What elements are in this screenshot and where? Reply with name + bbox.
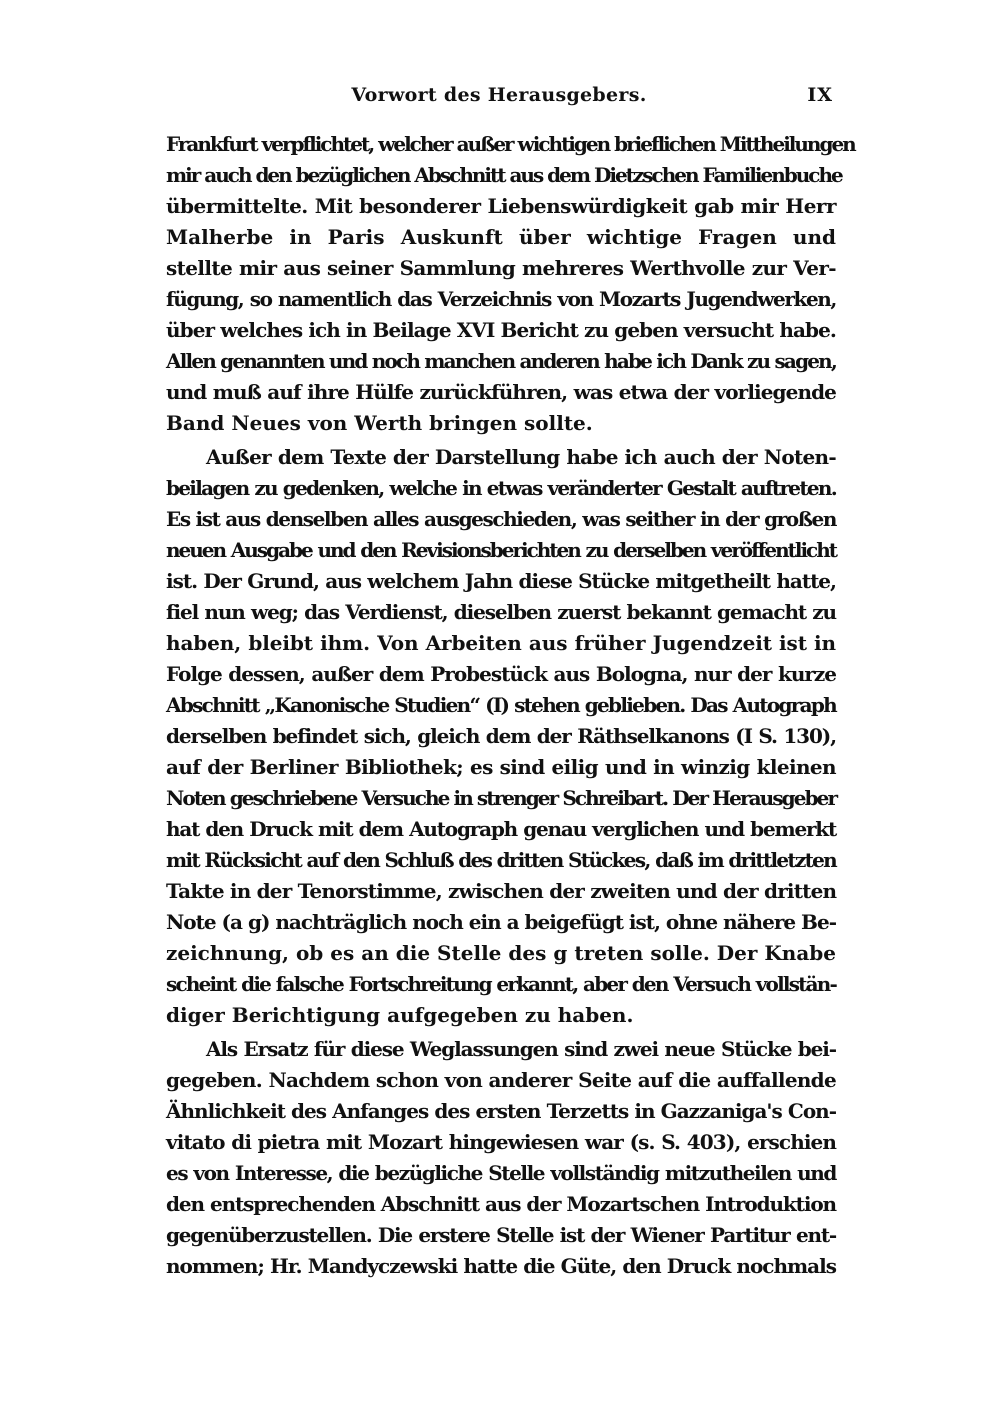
- text-line: stellte mir aus seiner Sammlung mehreres Werthvolle zur Ver-: [166, 256, 836, 280]
- text-line: Malherbe in Paris Auskunft über wichtige Fragen und: [166, 225, 836, 249]
- paragraph-2: [166, 442, 836, 1031]
- text-line: fiel nun weg; das Verdienst, dieselben zuerst bekannt gemacht zu: [166, 600, 836, 624]
- text-line: Takte in der Tenorstimme, zwischen der zweiten und der dritten: [166, 879, 837, 903]
- text-line: Frankfurt verpflichtet, welcher außer wichtigen brieflichen Mittheilungen: [166, 132, 855, 156]
- text-line: Es ist aus denselben alles ausgeschieden, was seither in der großen: [166, 507, 836, 531]
- text-line: Ähnlichkeit des Anfanges des ersten Terzetts in Gazzaniga's Con-: [166, 1099, 836, 1123]
- text-line: hat den Druck mit dem Autograph genau verglichen und bemerkt: [166, 817, 836, 841]
- text-line: beilagen zu gedenken, welche in etwas veränderter Gestalt auftreten.: [166, 476, 836, 500]
- text-line: es von Interesse, die bezügliche Stelle vollständig mitzutheilen und: [166, 1161, 836, 1185]
- text-line: Note (a g) nachträglich noch ein a beigefügt ist, ohne nähere Be-: [166, 910, 836, 934]
- text-line: mit Rücksicht auf den Schluß des dritten Stückes, daß im drittletzten: [166, 848, 836, 872]
- text-line: nommen; Hr. Mandyczewski hatte die Güte, den Druck nochmals: [166, 1254, 836, 1278]
- text-line: derselben befindet sich, gleich dem der Räthselkanons (I S. 130),: [166, 724, 836, 748]
- text-line: und muß auf ihre Hülfe zurückführen, was etwa der vorliegende: [166, 380, 836, 404]
- text-line: neuen Ausgabe und den Revisionsberichten zu derselben veröffentlicht: [166, 538, 836, 562]
- text-line: Band Neues von Werth bringen sollte.: [166, 411, 593, 435]
- text-line: Folge dessen, außer dem Probestück aus Bologna, nur der kurze: [166, 662, 836, 686]
- text-line: Noten geschriebene Versuche in strenger Schreibart. Der Herausgeber: [166, 786, 837, 810]
- text-line: gegenüberzustellen. Die erstere Stelle ist der Wiener Partitur ent-: [166, 1223, 836, 1247]
- paragraph-1: [166, 129, 855, 439]
- running-title: Vorwort des Herausgebers.: [351, 84, 647, 106]
- text-line: vitato di pietra mit Mozart hingewiesen war (s. S. 403), erschien: [166, 1130, 836, 1154]
- text-line: scheint die falsche Fortschreitung erkannt, aber den Versuch vollstän-: [166, 972, 836, 996]
- page-number: IX: [807, 84, 833, 106]
- text-line: diger Berichtigung aufgegeben zu haben.: [166, 1003, 634, 1027]
- text-line: über welches ich in Beilage XVI Bericht zu geben versucht habe.: [166, 318, 836, 342]
- text-line: Außer dem Texte der Darstellung habe ich auch der Noten-: [206, 445, 836, 469]
- text-line: den entsprechenden Abschnitt aus der Mozartschen Introduktion: [166, 1192, 836, 1216]
- text-line: fügung, so namentlich das Verzeichnis von Mozarts Jugendwerken,: [166, 287, 836, 311]
- paragraph-3: [166, 1034, 836, 1282]
- text-line: mir auch den bezüglichen Abschnitt aus dem Dietzschen Familienbuche: [166, 163, 842, 187]
- text-line: übermittelte. Mit besonderer Liebenswürdigkeit gab mir Herr: [166, 194, 836, 218]
- text-line: haben, bleibt ihm. Von Arbeiten aus früher Jugendzeit ist in: [166, 631, 836, 655]
- text-line: zeichnung, ob es an die Stelle des g treten solle. Der Knabe: [166, 941, 836, 965]
- body-text: [166, 129, 855, 1282]
- text-line: Abschnitt „Kanonische Studien“ (I) stehen geblieben. Das Autograph: [166, 693, 836, 717]
- text-line: gegeben. Nachdem schon von anderer Seite auf die auffallende: [166, 1068, 836, 1092]
- text-line: ist. Der Grund, aus welchem Jahn diese Stücke mitgetheilt hatte,: [166, 569, 836, 593]
- running-head: [165, 84, 833, 114]
- text-line: Als Ersatz für diese Weglassungen sind zwei neue Stücke bei-: [206, 1037, 836, 1061]
- text-line: auf der Berliner Bibliothek; es sind eilig und in winzig kleinen: [166, 755, 836, 779]
- text-line: Allen genannten und noch manchen anderen habe ich Dank zu sagen,: [166, 349, 837, 373]
